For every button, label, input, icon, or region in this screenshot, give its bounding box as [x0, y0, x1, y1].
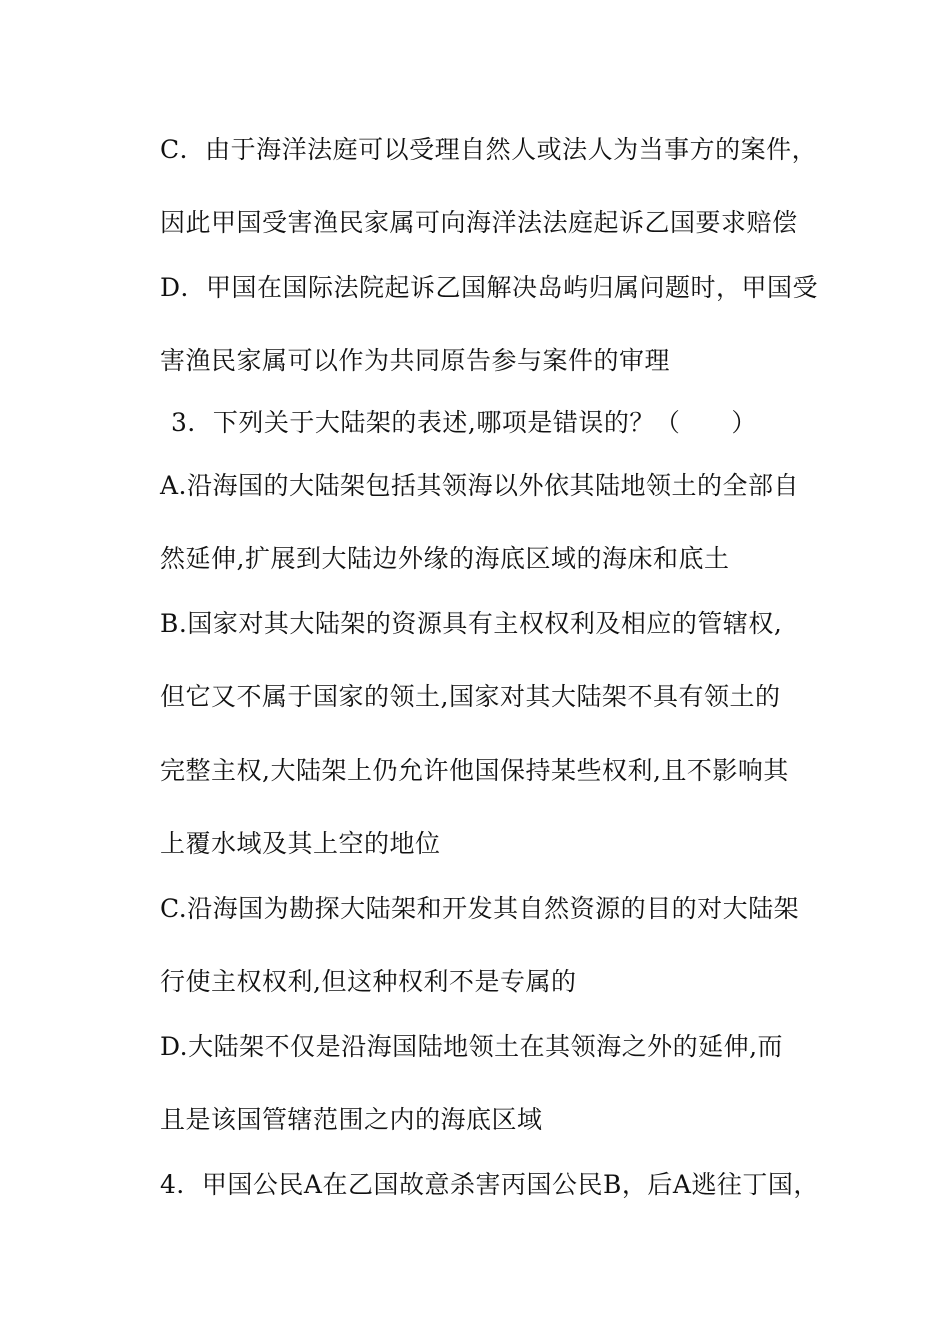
question-3-stem: 3．下列关于大陆架的表述,哪项是错误的？（ ） — [171, 408, 757, 437]
option-d-line-2: 害渔民家属可以作为共同原告参与案件的审理 — [160, 346, 671, 375]
option-d-line-1: D．甲国在国际法院起诉乙国解决岛屿归属问题时，甲国受 — [160, 273, 819, 302]
q3-option-a-line-1: A.沿海国的大陆架包括其领海以外依其陆地领土的全部自 — [160, 471, 800, 500]
question-4-stem: 4．甲国公民A在乙国故意杀害丙国公民B，后A逃往丁国， — [160, 1170, 819, 1199]
q3-option-b-line-3: 完整主权,大陆架上仍允许他国保持某些权利,且不影响其 — [160, 756, 789, 785]
q3-option-a-line-2: 然延伸,扩展到大陆边外缘的海底区域的海床和底土 — [160, 544, 730, 573]
q3-option-c-line-2: 行使主权权利,但这种权利不是专属的 — [160, 967, 577, 996]
q3-option-d-line-2: 且是该国管辖范围之内的海底区域 — [160, 1105, 543, 1134]
option-c-line-1: C．由于海洋法庭可以受理自然人或法人为当事方的案件， — [160, 135, 818, 164]
q3-option-d-line-1: D.大陆架不仅是沿海国陆地领土在其领海之外的延伸,而 — [160, 1032, 784, 1061]
q3-option-b-line-1: B.国家对其大陆架的资源具有主权权利及相应的管辖权, — [160, 609, 783, 638]
q3-option-b-line-4: 上覆水域及其上空的地位 — [160, 829, 441, 858]
q3-option-b-line-2: 但它又不属于国家的领土,国家对其大陆架不具有领土的 — [160, 682, 781, 711]
option-c-line-2: 因此甲国受害渔民家属可向海洋法法庭起诉乙国要求赔偿 — [160, 208, 798, 237]
q3-option-c-line-1: C.沿海国为勘探大陆架和开发其自然资源的目的对大陆架 — [160, 894, 800, 923]
